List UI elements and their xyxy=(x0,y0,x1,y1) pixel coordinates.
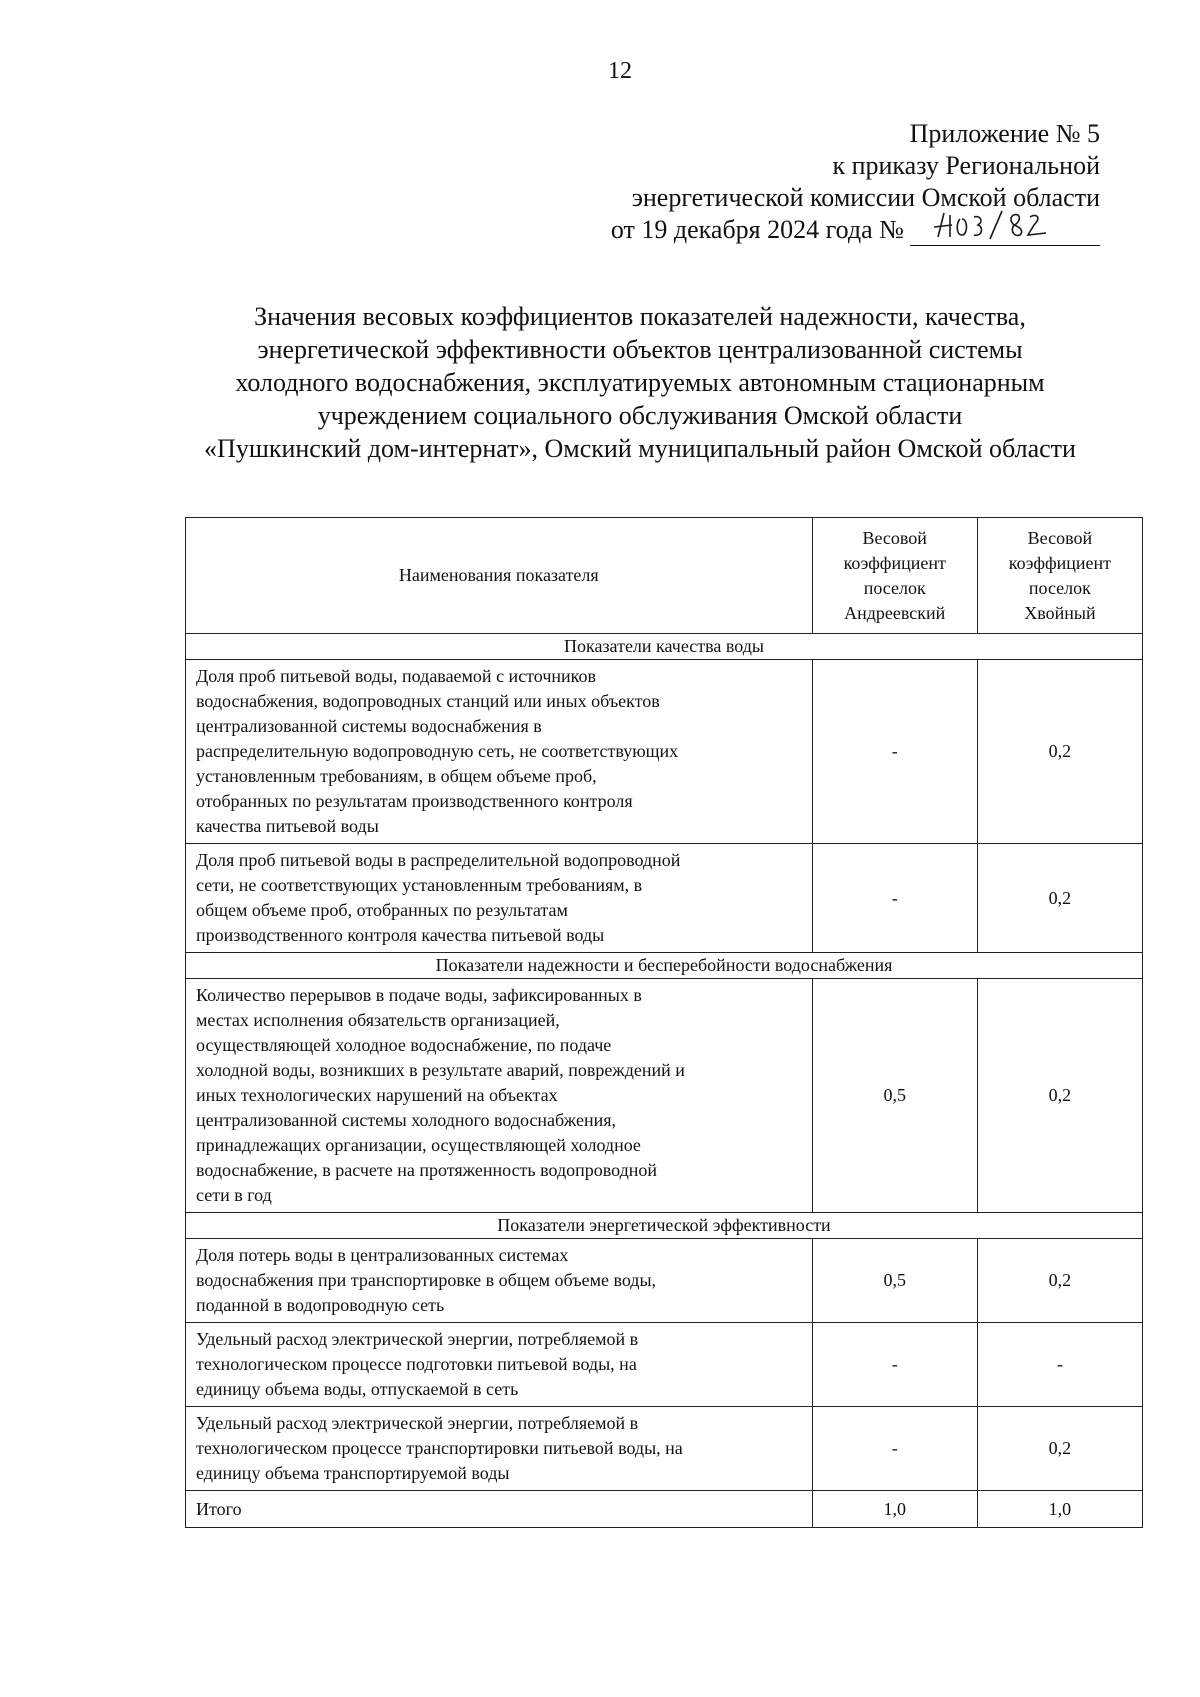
page-number: 12 xyxy=(608,58,632,84)
indicator-name-line: Доля проб питьевой воды, подаваемой с источников xyxy=(196,666,596,686)
handwritten-order-number xyxy=(930,205,1080,245)
indicator-name-line: распределительную водопроводную сеть, не соответствующих xyxy=(196,741,679,761)
section-title: Показатели качества воды xyxy=(186,634,1143,660)
indicator-name-line: Доля потерь воды в централизованных системах xyxy=(196,1245,569,1265)
indicator-name xyxy=(186,1407,813,1491)
coef-value-khvoyny: 0,2 xyxy=(977,1407,1142,1491)
header-line: коэффициент xyxy=(1008,552,1112,573)
indicator-name xyxy=(186,979,813,1213)
header-line: Хвойный xyxy=(1024,602,1096,623)
coef-value-andreevsky: 0,5 xyxy=(812,1239,977,1323)
indicator-name xyxy=(186,1239,813,1323)
coef-value-andreevsky: - xyxy=(812,1323,977,1407)
title-line: Значения весовых коэффициентов показателей надежности, качества, xyxy=(254,302,1026,331)
document-title xyxy=(140,300,1140,465)
header-line: коэффициент xyxy=(843,552,946,573)
header-line: поселок xyxy=(1028,577,1091,598)
table-row xyxy=(186,660,1143,844)
title-line: холодного водоснабжения, эксплуатируемых автономным стационарным xyxy=(235,368,1045,397)
table-row xyxy=(186,1239,1143,1323)
table-header-row xyxy=(186,518,1143,634)
header-indicator-name: Наименования показателя xyxy=(186,518,813,634)
indicator-name-line: Удельный расход электрической энергии, потребляемой в xyxy=(196,1413,639,1433)
coef-value-khvoyny: 0,2 xyxy=(977,844,1142,953)
appendix-line: энергетической комиссии Омской области xyxy=(631,183,1100,212)
total-value-khvoyny: 1,0 xyxy=(977,1491,1142,1528)
section-header-row xyxy=(186,634,1143,660)
total-row xyxy=(186,1491,1143,1528)
title-line: энергетической эффективности объектов централизованной системы xyxy=(257,335,1023,364)
coef-value-andreevsky: 0,5 xyxy=(812,979,977,1213)
order-date-text: от 19 декабря 2024 года № xyxy=(610,215,904,244)
indicator-name-line: общем объеме проб, отобранных по результатам xyxy=(196,900,568,920)
order-number-field xyxy=(910,215,1100,246)
total-value-andreevsky: 1,0 xyxy=(812,1491,977,1528)
title-line: учреждением социального обслуживания Омской области xyxy=(317,401,963,430)
indicator-name-line: водоснабжение, в расчете на протяженность водопроводной xyxy=(196,1160,658,1180)
indicator-name-line: принадлежащих организации, осуществляющей холодное xyxy=(196,1135,641,1155)
indicator-name-line: Доля проб питьевой воды в распределительной водопроводной xyxy=(196,850,681,870)
coef-value-khvoyny: 0,2 xyxy=(977,660,1142,844)
indicator-name-line: единицу объема транспортируемой воды xyxy=(196,1463,510,1483)
title-line: «Пушкинский дом-интернат», Омский муниципальный район Омской области xyxy=(204,434,1076,463)
indicator-name-line: централизованной системы холодного водоснабжения, xyxy=(196,1110,616,1130)
coef-value-andreevsky: - xyxy=(812,1407,977,1491)
indicator-name xyxy=(186,660,813,844)
indicator-name-line: установленным требованиям, в общем объеме проб, xyxy=(196,766,597,786)
indicator-name-line: иных технологических нарушений на объектах xyxy=(196,1085,558,1105)
indicator-name-line: местах исполнения обязательств организацией, xyxy=(196,1010,560,1030)
indicator-name-line: Удельный расход электрической энергии, потребляемой в xyxy=(196,1329,639,1349)
indicator-name-line: поданной в водопроводную сеть xyxy=(196,1295,445,1315)
table-row xyxy=(186,844,1143,953)
coef-value-andreevsky: - xyxy=(812,844,977,953)
indicator-name-line: Количество перерывов в подаче воды, зафиксированных в xyxy=(196,985,642,1005)
header-line: Весовой xyxy=(1027,527,1093,548)
indicator-name-line: осуществляющей холодное водоснабжение, по подаче xyxy=(196,1035,612,1055)
indicator-name-line: технологическом процессе транспортировки питьевой воды, на xyxy=(196,1438,683,1458)
indicator-name-line: технологическом процессе подготовки питьевой воды, на xyxy=(196,1354,637,1374)
indicator-name-line: холодной воды, возникших в результате аварий, повреждений и xyxy=(196,1060,685,1080)
indicator-name xyxy=(186,1323,813,1407)
section-header-row xyxy=(186,953,1143,979)
appendix-line: Приложение № 5 xyxy=(909,119,1100,148)
section-header-row xyxy=(186,1213,1143,1239)
coef-value-khvoyny: 0,2 xyxy=(977,1239,1142,1323)
indicator-name-line: единицу объема воды, отпускаемой в сеть xyxy=(196,1379,519,1399)
table-row xyxy=(186,1407,1143,1491)
header-coef-andreevsky xyxy=(812,518,977,634)
indicator-name-line: производственного контроля качества питьевой воды xyxy=(196,925,605,945)
indicator-name-line: качества питьевой воды xyxy=(196,816,379,836)
header-coef-khvoyny xyxy=(977,518,1142,634)
indicator-name xyxy=(186,844,813,953)
indicator-name-line: водоснабжения, водопроводных станций или иных объектов xyxy=(196,691,660,711)
appendix-line: к приказу Региональной xyxy=(832,151,1100,180)
coefficients-table xyxy=(185,517,1143,1528)
indicator-name-line: сети, не соответствующих установленным требованиям, в xyxy=(196,875,643,895)
section-title: Показатели надежности и бесперебойности водоснабжения xyxy=(186,953,1143,979)
total-label: Итого xyxy=(186,1491,813,1528)
order-line xyxy=(580,214,1100,246)
header-line: поселок xyxy=(863,577,926,598)
header-line: Весовой xyxy=(862,527,927,548)
indicator-name-line: водоснабжения при транспортировке в общем объеме воды, xyxy=(196,1270,657,1290)
header-line: Андреевский xyxy=(844,602,946,623)
coef-value-andreevsky: - xyxy=(812,660,977,844)
table-body xyxy=(186,634,1143,1491)
coef-value-khvoyny: - xyxy=(977,1323,1142,1407)
section-title: Показатели энергетической эффективности xyxy=(186,1213,1143,1239)
indicator-name-line: отобранных по результатам производственного контроля xyxy=(196,791,633,811)
table-row xyxy=(186,979,1143,1213)
indicator-name-line: сети в год xyxy=(196,1185,272,1205)
coef-value-khvoyny: 0,2 xyxy=(977,979,1142,1213)
table-row xyxy=(186,1323,1143,1407)
indicator-name-line: централизованной системы водоснабжения в xyxy=(196,716,542,736)
appendix-header xyxy=(580,118,1100,246)
